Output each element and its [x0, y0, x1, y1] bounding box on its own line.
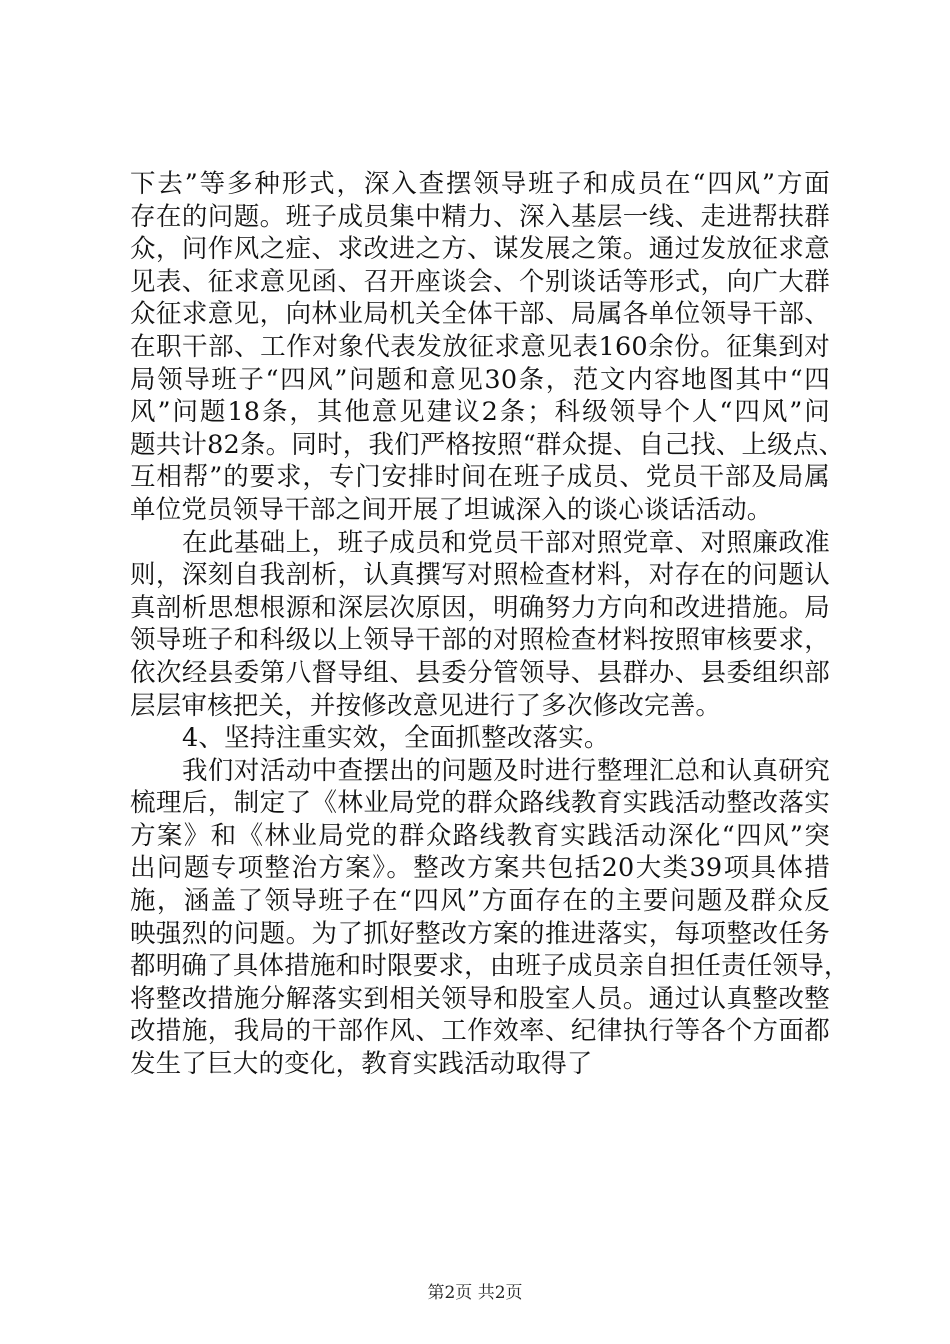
text-line: 出问题专项整治方案》。整改方案共包括20大类39项具体措: [130, 853, 830, 884]
text-line: 我们对活动中查摆出的问题及时进行整理汇总和认真研究: [182, 755, 830, 786]
text-line: 方案》和《林业局党的群众路线教育实践活动深化“四风”突: [130, 820, 830, 851]
text-line: 在职干部、工作对象代表发放征求意见表160余份。征集到对: [130, 331, 830, 362]
text-line: 领导班子和科级以上领导干部的对照检查材料按照审核要求，: [130, 625, 830, 656]
text-line: 众征求意见，向林业局机关全体干部、局属各单位领导干部、: [130, 299, 830, 330]
paragraph-4: [130, 755, 850, 1081]
text-line: 在此基础上，班子成员和党员干部对照党章、对照廉政准: [182, 527, 830, 558]
text-line: 存在的问题。班子成员集中精力、深入基层一线、走进帮扶群: [130, 201, 830, 232]
text-line: 将整改措施分解落实到相关领导和股室人员。通过认真整改整: [130, 983, 830, 1014]
text-line: 依次经县委第八督导组、县委分管领导、县群办、县委组织部: [130, 657, 830, 688]
text-line: 众，问作风之症、求改进之方、谋发展之策。通过发放征求意: [130, 234, 830, 265]
text-line: 则，深刻自我剖析，认真撰写对照检查材料，对存在的问题认: [130, 560, 830, 591]
text-line: 映强烈的问题。为了抓好整改方案的推进落实，每项整改任务: [130, 918, 830, 949]
heading-text: 4、坚持注重实效，全面抓整改落实。: [182, 723, 610, 754]
text-line: 真剖析思想根源和深层次原因，明确努力方向和改进措施。局: [130, 592, 830, 623]
text-line: 发生了巨大的变化，教育实践活动取得了: [130, 1049, 593, 1080]
text-line: 层层审核把关，并按修改意见进行了多次修改完善。: [130, 690, 722, 721]
text-line: 改措施，我局的干部作风、工作效率、纪律执行等各个方面都: [130, 1016, 830, 1047]
text-line: 局领导班子“四风”问题和意见30条，范文内容地图其中“四: [130, 364, 830, 395]
text-line: 梳理后，制定了《林业局党的群众路线教育实践活动整改落实: [130, 788, 830, 819]
text-line: 施，涵盖了领导班子在“四风”方面存在的主要问题及群众反: [130, 886, 830, 917]
text-line: 都明确了具体措施和时限要求，由班子成员亲自担任责任领导，: [130, 951, 850, 982]
paragraph-2: [130, 527, 830, 723]
text-line: 风”问题18条，其他意见建议2条；科级领导个人“四风”问: [130, 397, 830, 428]
section-heading: [130, 722, 830, 755]
text-line: 互相帮”的要求，专门安排时间在班子成员、党员干部及局属: [130, 462, 830, 493]
text-line: 下去”等多种形式，深入查摆领导班子和成员在“四风”方面: [130, 169, 830, 199]
paragraph-1: [130, 168, 845, 527]
text-line: 单位党员领导干部之间开展了坦诚深入的谈心谈话活动。: [130, 494, 773, 525]
page-number-footer: 第2页 共2页: [427, 1283, 523, 1303]
document-body: [130, 168, 850, 1081]
text-line: 题共计82条。同时，我们严格按照“群众提、自己找、上级点、: [130, 429, 845, 460]
text-line: 见表、征求意见函、召开座谈会、个别谈话等形式，向广大群: [130, 266, 830, 297]
